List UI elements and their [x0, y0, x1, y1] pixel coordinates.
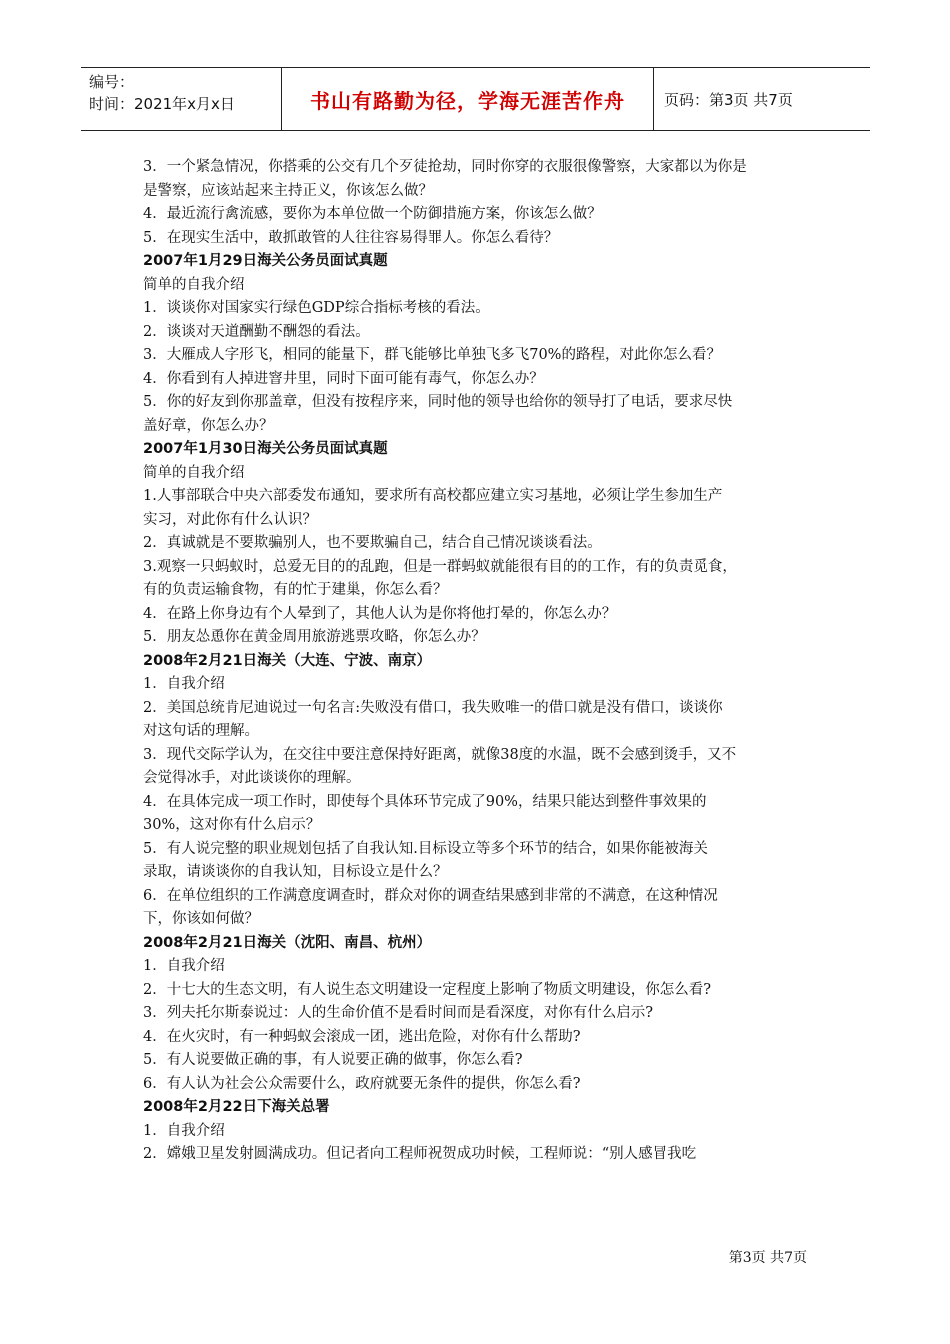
text-line: 1.人事部联合中央六部委发布通知，要求所有高校都应建立实习基地，必须让学生参加生产 — [143, 488, 723, 504]
text-line: 1．谈谈你对国家实行绿色GDP综合指标考核的看法。 — [143, 300, 490, 316]
section-heading: 2008年2月21日海关（大连、宁波、南京） — [143, 652, 432, 669]
text-line: 会觉得冰手，对此谈谈你的理解。 — [143, 770, 361, 786]
text-line: 4．在具体完成一项工作时，即使每个具体环节完成了90%，结果只能达到整件事效果的 — [143, 793, 707, 810]
text-line: 1．自我介绍 — [143, 958, 225, 974]
text-line: 4．在火灾时，有一种蚂蚁会滚成一团，逃出危险，对你有什么帮助? — [143, 1028, 581, 1045]
text-line: 实习，对此你有什么认识？ — [143, 511, 317, 528]
section-heading: 2007年1月30日海关公务员面试真题 — [143, 441, 388, 457]
header-motto: 书山有路勤为径，学海无涯苦作舟 — [281, 68, 654, 130]
text-line: 简单的自我介绍 — [143, 276, 245, 293]
document-number-label: 编号： — [89, 73, 135, 91]
text-line: 5．朋友怂恿你在黄金周用旅游逃票攻略，你怎么办？ — [143, 629, 486, 645]
text-line: 2．嫦娥卫星发射圆满成功。但记者向工程师祝贺成功时候，工程师说：“别人感冒我吃 — [143, 1146, 697, 1162]
text-line: 盖好章，你怎么办？ — [143, 417, 274, 434]
text-line: 4．最近流行禽流感，要你为本单位做一个防御措施方案，你该怎么做？ — [143, 206, 602, 222]
header-meta — [81, 68, 281, 130]
text-line: 1．自我介绍 — [143, 676, 225, 692]
text-line: 对这句话的理解。 — [143, 723, 259, 739]
text-line: 4．在路上你身边有个人晕到了，其他人认为是你将他打晕的，你怎么办？ — [143, 605, 617, 622]
text-line: 录取，请谈谈你的自我认知，目标设立是什么？ — [143, 864, 448, 880]
text-line: 是警察，应该站起来主持正义，你该怎么做？ — [143, 182, 433, 199]
text-line: 5．有人说完整的职业规划包括了自我认知.目标设立等多个环节的结合，如果你能被海关 — [143, 840, 708, 857]
header-page-number: 页码：第3页 共7页 — [664, 90, 793, 109]
text-line: 30%，这对你有什么启示？ — [143, 817, 321, 833]
text-line: 2．十七大的生态文明，有人说生态文明建设一定程度上影响了物质文明建设，你怎么看? — [143, 981, 711, 998]
text-line: 有的负责运输食物，有的忙于建巢，你怎么看？ — [143, 582, 448, 598]
text-line: 2．真诚就是不要欺骗别人，也不要欺骗自己，结合自己情况谈谈看法。 — [143, 535, 602, 551]
document-date-label: 时间：2021年x月x日 — [89, 95, 235, 113]
text-line: 3.观察一只蚂蚁时，总爱无目的的乱跑，但是一群蚂蚁就能很有目的的工作，有的负责觅食， — [143, 558, 737, 575]
text-line: 下，你该如何做？ — [143, 911, 259, 927]
text-line: 2．美国总统肯尼迪说过一句名言:失败没有借口，我失败唯一的借口就是没有借口，谈谈你 — [143, 699, 723, 716]
section-heading: 2008年2月21日海关（沈阳、南昌、杭州） — [143, 934, 432, 951]
text-line: 5．有人说要做正确的事，有人说要正确的做事，你怎么看? — [143, 1052, 523, 1068]
text-line: 3．列夫托尔斯泰说过：人的生命价值不是看时间而是看深度，对你有什么启示? — [143, 1005, 653, 1021]
page-header — [81, 67, 870, 131]
text-line: 5．你的好友到你那盖章，但没有按程序来，同时他的领导也给你的领导打了电话，要求尽快 — [143, 394, 733, 410]
text-line: 4．你看到有人掉进窨井里，同时下面可能有毒气，你怎么办？ — [143, 370, 544, 387]
text-line: 1．自我介绍 — [143, 1122, 225, 1139]
text-line: 2．谈谈对天道酬勤不酬怨的看法。 — [143, 323, 370, 340]
text-line: 6．在单位组织的工作满意度调查时，群众对你的调查结果感到非常的不满意，在这种情况 — [143, 887, 718, 904]
document-body — [143, 156, 823, 1167]
page-footer-number: 第3页 共7页 — [728, 1250, 807, 1266]
text-line: 3．一个紧急情况，你搭乘的公交有几个歹徒抢劫，同时你穿的衣服很像警察，大家都以为你是 — [143, 159, 747, 175]
text-line: 3．大雁成人字形飞，相同的能量下，群飞能够比单独飞多飞70%的路程，对此你怎么看？ — [143, 347, 721, 363]
section-heading: 2007年1月29日海关公务员面试真题 — [143, 253, 388, 269]
text-line: 5．在现实生活中，敢抓敢管的人往往容易得罪人。你怎么看待？ — [143, 229, 559, 246]
text-line: 简单的自我介绍 — [143, 464, 245, 481]
text-line: 3．现代交际学认为，在交往中要注意保持好距离，就像38度的水温，既不会感到烫手，又不 — [143, 746, 737, 763]
text-line: 6．有人认为社会公众需要什么，政府就要无条件的提供，你怎么看? — [143, 1075, 581, 1092]
section-heading: 2008年2月22日下海关总署 — [143, 1099, 330, 1115]
